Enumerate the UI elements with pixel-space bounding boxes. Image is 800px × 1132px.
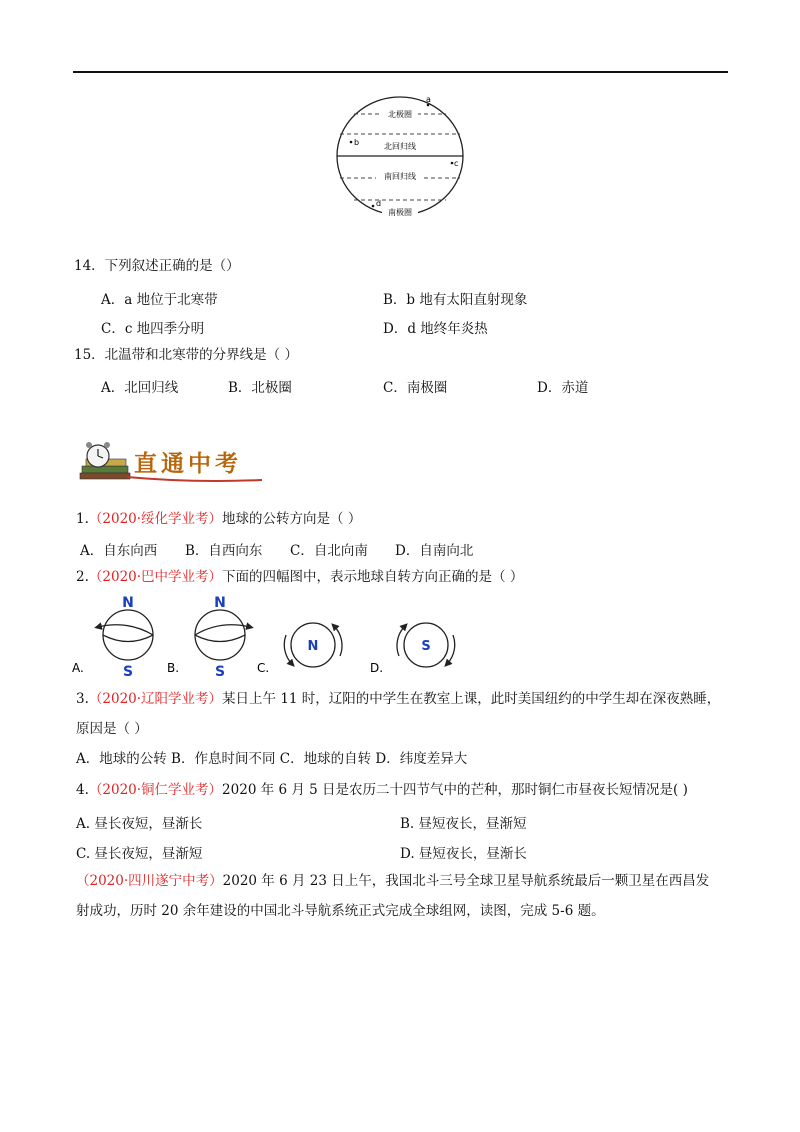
- exam-q5-text-line1: 2020 年 6 月 23 日上午，我国北斗三号全球卫星导航系统最后一颗卫星在西昌发: [222, 873, 710, 889]
- exam-q3-source: （2020·辽阳学业考）: [88, 691, 223, 707]
- q15-option-d: D．赤道: [537, 380, 589, 396]
- figure-b-north: N: [214, 595, 226, 611]
- exam-q4-stem: [76, 781, 688, 799]
- globe-point-b: b: [354, 138, 360, 147]
- q14-option-d: D．d 地终年炎热: [383, 321, 488, 337]
- globe-label-cancer: 北回归线: [384, 142, 416, 151]
- exam-q4-option-c: C. 昼长夜短，昼渐短: [76, 846, 203, 862]
- exam-q3-stem: [76, 690, 720, 708]
- exam-q4-option-a: A. 昼长夜短，昼渐长: [76, 816, 203, 832]
- figure-a: [98, 595, 153, 680]
- figure-b-letter: B.: [167, 661, 180, 675]
- figure-b: [195, 595, 250, 680]
- figure-c-north: N: [307, 639, 319, 654]
- figure-b-south: S: [214, 664, 226, 680]
- exam-q3-text-line2: 原因是（ ）: [76, 721, 148, 737]
- exam-q4-number: 4.: [76, 782, 89, 798]
- exam-q4-option-d: D. 昼短夜长，昼渐长: [400, 846, 527, 862]
- q14-option-b: B．b 地有太阳直射现象: [383, 292, 528, 308]
- q15-option-c: C．南极圈: [383, 380, 448, 396]
- exam-q1-option-d: D．自南向北: [395, 543, 474, 559]
- exam-q4-source: （2020·铜仁学业考）: [88, 782, 223, 798]
- globe-label-arctic: 北极圈: [388, 110, 412, 119]
- globe-point-a: a: [426, 95, 431, 104]
- q14-option-c: C．c 地四季分明: [101, 321, 205, 337]
- exam-q2-text: 下面的四幅图中，表示地球自转方向正确的是（ ）: [222, 569, 524, 585]
- figure-d-south: S: [421, 639, 431, 654]
- section-banner: [72, 436, 272, 486]
- exam-q1-stem: [76, 510, 361, 528]
- q15-option-b: B．北极圈: [228, 380, 292, 396]
- exam-q5-intro: [76, 872, 709, 890]
- exam-q4-text: 2020 年 6 月 5 日是农历二十四节气中的芒种，那时铜仁市昼夜长短情况是( ): [222, 782, 688, 798]
- exam-q1-text: 地球的公转方向是（ ）: [222, 511, 362, 527]
- rotation-figures: [70, 590, 470, 682]
- globe-label-antarctic: 南极圈: [388, 208, 412, 217]
- exam-q1-option-b: B．自西向东: [185, 543, 263, 559]
- exam-q1-number: 1.: [76, 511, 89, 527]
- globe-point-c: c: [454, 159, 459, 168]
- globe-point-d: d: [376, 199, 382, 208]
- exam-q2-source: （2020·巴中学业考）: [88, 569, 223, 585]
- q15-stem: 15．北温带和北寒带的分界线是（ ）: [74, 347, 298, 363]
- exam-q5-text-line2: 射成功，历时 20 余年建设的中国北斗导航系统正式完成全球组网，读图，完成 5-6 题。: [76, 903, 605, 919]
- exam-q3-number: 3.: [76, 691, 89, 707]
- top-rule: [73, 71, 728, 73]
- figure-c-letter: C.: [257, 661, 270, 675]
- figure-a-south: S: [122, 664, 134, 680]
- figure-a-letter: A.: [72, 661, 84, 675]
- q15-option-a: A．北回归线: [101, 380, 179, 396]
- exam-q5-source: （2020·四川遂宁中考）: [76, 873, 223, 889]
- q14-stem: 14．下列叙述正确的是（）: [74, 258, 240, 274]
- globe-diagram: [330, 90, 470, 225]
- exam-q1-option-c: C．自北向南: [290, 543, 368, 559]
- figure-a-north: N: [122, 595, 134, 611]
- exam-q1-option-a: A．自东向西: [80, 543, 158, 559]
- figure-d-letter: D.: [370, 661, 384, 675]
- globe-label-capricorn: 南回归线: [384, 172, 416, 181]
- exam-q4-option-b: B. 昼短夜长，昼渐短: [400, 816, 527, 832]
- q14-option-a: A．a 地位于北寒带: [101, 292, 218, 308]
- exam-q1-source: （2020·绥化学业考）: [88, 511, 223, 527]
- exam-q3-text-line1: 某日上午 11 时，辽阳的中学生在教室上课，此时美国纽约的中学生却在深夜熟睡，: [222, 691, 721, 707]
- exam-q2-number: 2.: [76, 569, 89, 585]
- figure-d: [397, 623, 455, 667]
- figure-c: [284, 623, 342, 667]
- exam-q2-stem: [76, 568, 523, 586]
- exam-q3-options: A．地球的公转 B．作息时间不同 C．地球的自转 D．纬度差异大: [76, 751, 468, 767]
- banner-title: 直通中考: [134, 451, 242, 477]
